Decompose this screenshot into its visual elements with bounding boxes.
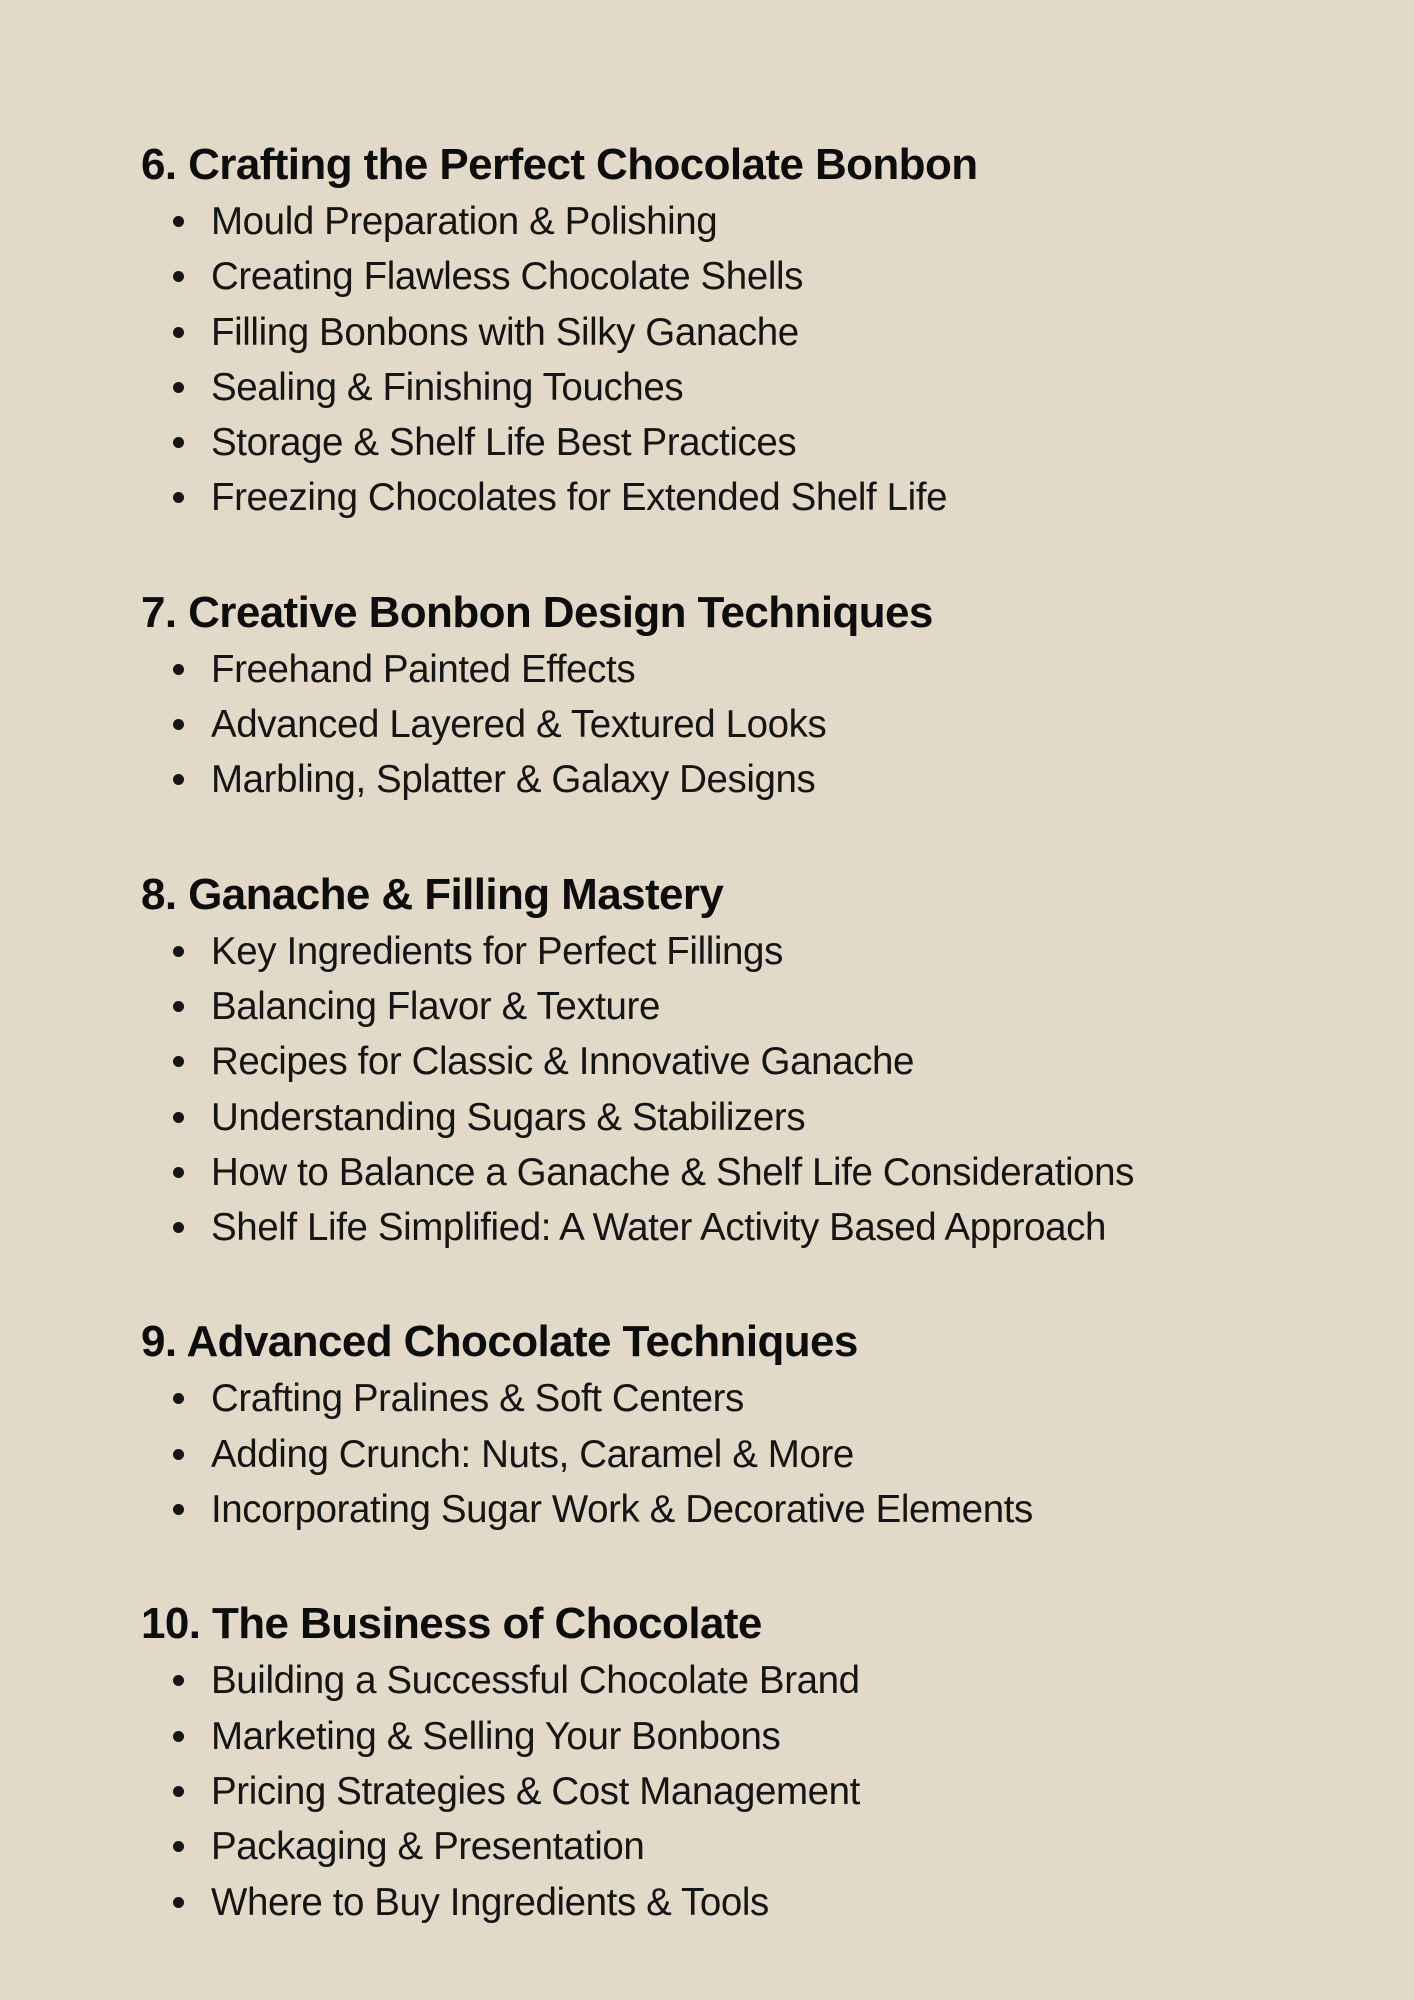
section-title: 10. The Business of Chocolate [141, 1599, 762, 1649]
list-item [141, 979, 1341, 1034]
section-item-list [141, 194, 1341, 526]
section-item-list [141, 1371, 1341, 1537]
list-item [141, 1875, 1341, 1930]
list-item [141, 1709, 1341, 1764]
list-item-text: Freehand Painted Effects [211, 647, 636, 691]
list-item-text: Where to Buy Ingredients & Tools [211, 1880, 769, 1924]
bullet-icon [173, 492, 184, 503]
bullet-icon [173, 774, 184, 785]
section-item-list [141, 642, 1341, 808]
list-item-text: Pricing Strategies & Cost Management [211, 1769, 860, 1813]
list-item [141, 305, 1341, 360]
bullet-icon [173, 1112, 184, 1123]
table-of-contents [141, 136, 1341, 1930]
list-item-text: Incorporating Sugar Work & Decorative Elements [211, 1488, 1033, 1532]
list-item [141, 360, 1341, 415]
list-item-text: Mould Preparation & Polishing [211, 200, 718, 243]
list-item [141, 1427, 1341, 1482]
list-item-text: Adding Crunch: Nuts, Caramel & More [211, 1432, 854, 1476]
list-item-text: Marketing & Selling Your Bonbons [211, 1714, 781, 1758]
list-item-text: Key Ingredients for Perfect Fillings [211, 929, 783, 973]
list-item [141, 194, 1341, 249]
list-item [141, 1482, 1341, 1537]
list-item [141, 1371, 1341, 1426]
list-item [141, 752, 1341, 807]
list-item [141, 1653, 1341, 1708]
bullet-icon [173, 1675, 184, 1686]
bullet-icon [173, 216, 184, 227]
section-item-list [141, 1653, 1341, 1929]
list-item-text: Advanced Layered & Textured Looks [211, 703, 827, 747]
list-item [141, 697, 1341, 752]
bullet-icon [173, 1786, 184, 1797]
list-item [141, 1090, 1341, 1145]
bullet-icon [173, 1167, 184, 1178]
list-item [141, 642, 1341, 697]
list-item-text: Crafting Pralines & Soft Centers [211, 1377, 744, 1421]
bullet-icon [173, 1222, 184, 1233]
section-title: 8. Ganache & Filling Mastery [141, 869, 724, 919]
section-title: 9. Advanced Chocolate Techniques [141, 1317, 858, 1367]
section-item-list [141, 924, 1341, 1256]
list-item-text: How to Balance a Ganache & Shelf Life Considerations [211, 1150, 1135, 1194]
bullet-icon [173, 1841, 184, 1852]
list-item-text: Storage & Shelf Life Best Practices [211, 421, 797, 465]
section-title: 6. Crafting the Perfect Chocolate Bonbon [141, 140, 978, 189]
bullet-icon [173, 271, 184, 282]
list-item-text: Recipes for Classic & Innovative Ganache [211, 1040, 915, 1084]
bullet-icon [173, 1001, 184, 1012]
bullet-icon [173, 1449, 184, 1460]
bullet-icon [173, 719, 184, 730]
list-item [141, 1200, 1341, 1255]
bullet-icon [173, 327, 184, 338]
bullet-icon [173, 946, 184, 957]
list-item-text: Building a Successful Chocolate Brand [211, 1659, 860, 1703]
list-item [141, 249, 1341, 304]
list-item-text: Marbling, Splatter & Galaxy Designs [211, 758, 816, 802]
section-title: 7. Creative Bonbon Design Techniques [141, 587, 933, 637]
list-item [141, 1145, 1341, 1200]
list-item-text: Balancing Flavor & Texture [211, 984, 660, 1028]
list-item [141, 1764, 1341, 1819]
list-item [141, 470, 1341, 525]
list-item-text: Shelf Life Simplified: A Water Activity Based Approach [211, 1206, 1107, 1250]
list-item-text: Filling Bonbons with Silky Ganache [211, 310, 799, 354]
bullet-icon [173, 382, 184, 393]
list-item-text: Sealing & Finishing Touches [211, 365, 684, 409]
list-item [141, 924, 1341, 979]
section-6 [141, 136, 1341, 526]
list-item [141, 1034, 1341, 1089]
section-9 [141, 1313, 1341, 1537]
bullet-icon [173, 1731, 184, 1742]
list-item-text: Creating Flawless Chocolate Shells [211, 255, 803, 299]
bullet-icon [173, 1056, 184, 1067]
bullet-icon [173, 437, 184, 448]
bullet-icon [173, 1504, 184, 1515]
section-8 [141, 866, 1341, 1256]
section-7 [141, 584, 1341, 808]
bullet-icon [173, 1897, 184, 1908]
bullet-icon [173, 1393, 184, 1404]
list-item-text: Freezing Chocolates for Extended Shelf Life [211, 476, 948, 520]
list-item-text: Packaging & Presentation [211, 1825, 645, 1869]
list-item [141, 415, 1341, 470]
list-item-text: Understanding Sugars & Stabilizers [211, 1095, 806, 1139]
list-item [141, 1819, 1341, 1874]
section-10 [141, 1595, 1341, 1929]
bullet-icon [173, 664, 184, 675]
